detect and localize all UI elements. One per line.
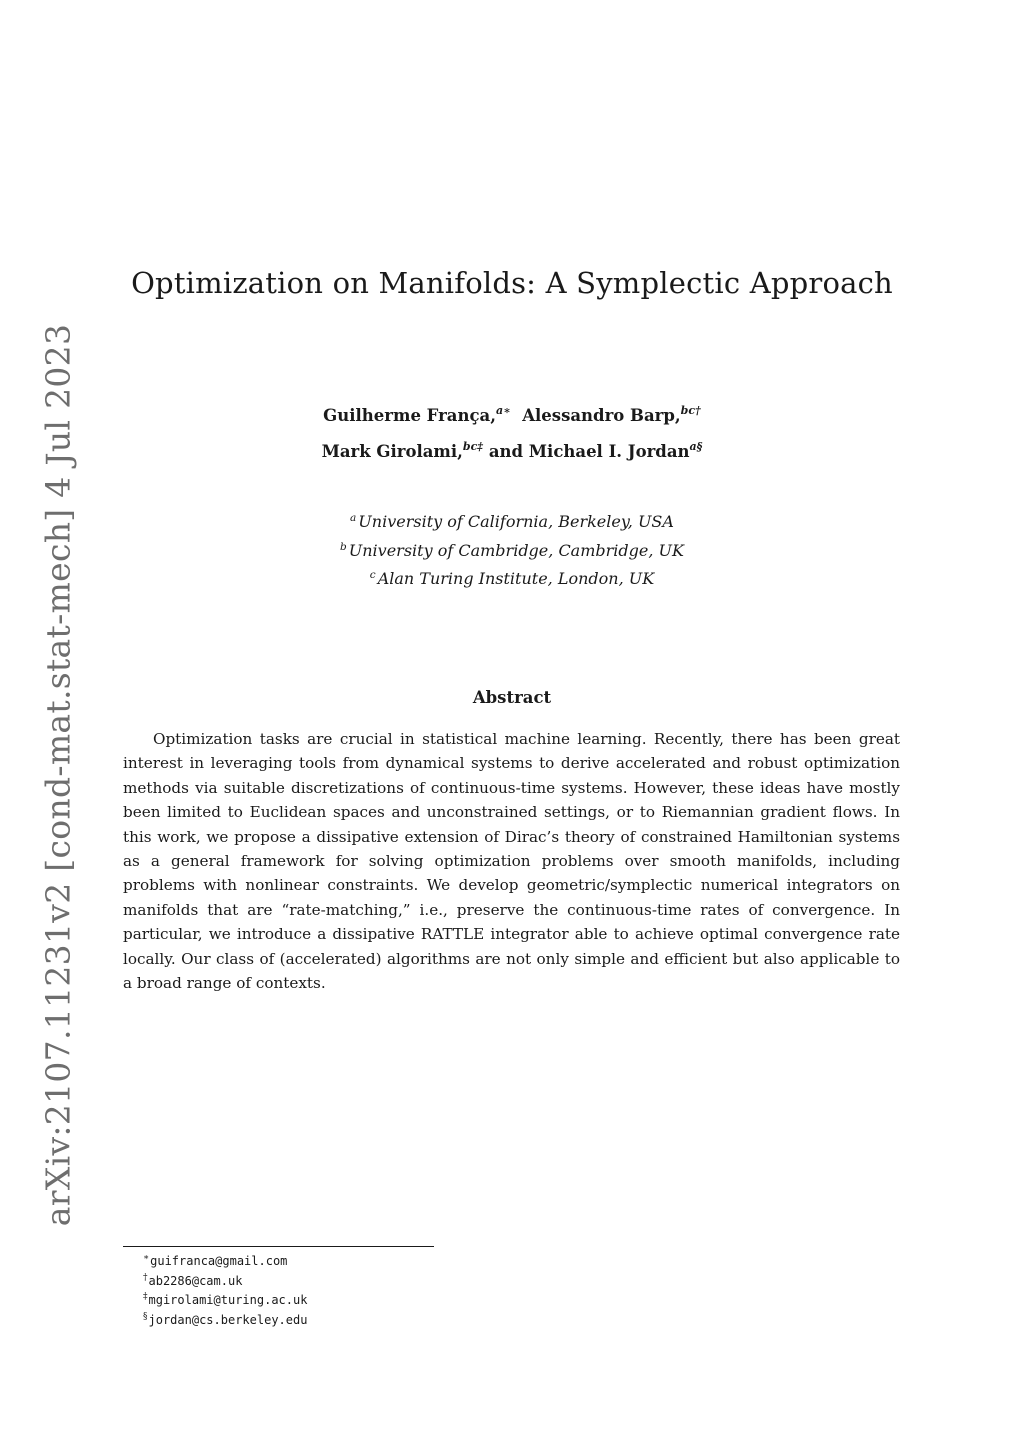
author-marks: a∗ <box>495 404 511 417</box>
abstract-body: Optimization tasks are crucial in statistical machine learning. Recently, there has been great interest in leveraging tools from dynamical systems to derive accelerated and robust optimization methods via suitable discretizations of continuous-time systems. However, these ideas have mostly been limited to Euclidean spaces and unconstrained settings, or to Riemannian gradient flows. In this work, we propose a dissipative extension of Dirac’s theory of constrained Hamiltonian systems as a general framework for solving optimization problems over smooth manifolds, including problems with nonlinear constraints. We develop geometric/symplectic numerical integrators on manifolds that are “rate-matching,” i.e., preserve the continuous-time rates of convergence. In particular, we introduce a dissipative RATTLE integrator able to achieve optimal convergence rate locally. Our class of (accelerated) algorithms are not only simple and efficient but also applicable to a broad range of contexts. <box>123 730 900 993</box>
footnote-divider <box>123 1246 434 1247</box>
arxiv-side-stamp: arXiv:2107.11231v2 [cond-mat.stat-mech] 4 Jul 2023 <box>38 323 78 1227</box>
affiliation-block <box>0 508 1024 594</box>
affiliation-line <box>0 508 1024 537</box>
affiliation-mark: a <box>350 512 357 524</box>
author-name: Mark Girolami, <box>321 442 463 461</box>
affiliation-text: University of California, Berkeley, USA <box>358 512 674 531</box>
author-name: Alessandro Barp, <box>522 406 681 425</box>
footnotes <box>143 1252 307 1330</box>
affiliation-line <box>0 565 1024 594</box>
author-line-2 <box>0 434 1024 470</box>
affiliation-text: Alan Turing Institute, London, UK <box>377 569 655 588</box>
affiliation-line <box>0 537 1024 566</box>
author-connector: and <box>488 442 524 461</box>
abstract-heading: Abstract <box>472 688 552 707</box>
footnote-email <box>143 1272 307 1292</box>
footnote-mark: § <box>143 1311 148 1322</box>
paper-title: Optimization on Manifolds: A Symplectic Approach <box>131 266 893 300</box>
footnote-text: guifranca@gmail.com <box>150 1254 288 1268</box>
footnote-email <box>143 1311 307 1331</box>
footnote-mark: ‡ <box>143 1292 148 1303</box>
author-name: Guilherme França, <box>323 406 496 425</box>
author-marks: bc† <box>680 404 701 417</box>
footnote-text: ab2286@cam.uk <box>148 1273 243 1288</box>
footnote-mark: † <box>143 1272 148 1283</box>
affiliation-text: University of Cambridge, Cambridge, UK <box>348 540 684 560</box>
footnote-email <box>143 1252 307 1272</box>
footnote-email <box>143 1291 307 1311</box>
footnote-text: mgirolami@turing.ac.uk <box>148 1293 308 1308</box>
author-name: Michael I. Jordan <box>528 442 690 461</box>
author-marks: a§ <box>689 440 703 453</box>
affiliation-mark: b <box>340 540 347 553</box>
footnote-mark: ∗ <box>143 1253 150 1263</box>
footnote-text: jordan@cs.berkeley.edu <box>148 1312 308 1327</box>
author-marks: bc‡ <box>462 440 484 453</box>
author-block <box>0 398 1024 470</box>
author-line-1 <box>0 398 1024 434</box>
affiliation-mark: c <box>369 569 376 581</box>
